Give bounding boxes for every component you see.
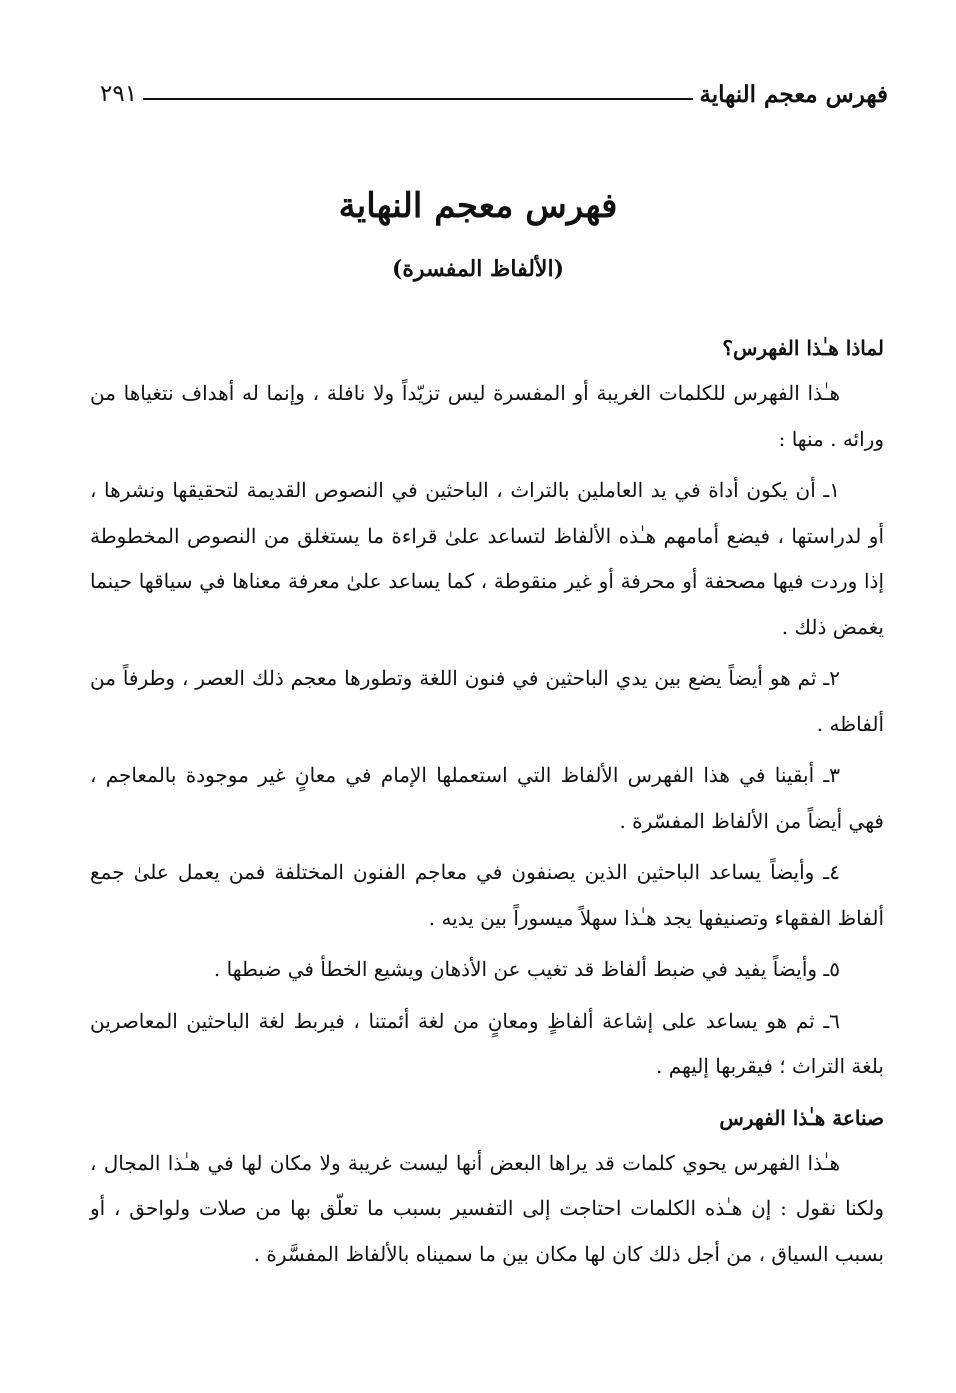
section-heading-making: صناعة هـٰذا الفهرس: [719, 1105, 884, 1130]
section-heading-why: لماذا هـٰذا الفهرس؟: [722, 336, 884, 360]
paragraph-point-3: ٣ـ أبقينا في هذا الفهرس الألفاظ التي استعملها الإمام في معانٍ غير موجودة بالمعاجم ، فهي أيضاً من الألفاظ المفسّرة .: [90, 763, 884, 833]
running-title: فهرس معجم النهاية: [699, 81, 888, 108]
paragraph-making: هـٰذا الفهرس يحوي كلمات قد يراها البعض أنها ليست غريبة ولا مكان لها في هـٰذا المجال ، ولكنا نقول : إن هـٰذه الكلمات احتاجت إلى التفسير بسبب ما تعلّق بها من صلات ولواحق ، أو بسبب السياق ، من أجل ذلك كان لها مكان بين ما سميناه بالألفاظ المفسَّرة .: [90, 1150, 884, 1266]
paragraph-point-5: ٥ـ وأيضاً يفيد في ضبط ألفاظ قد تغيب عن الأذهان ويشيع الخطأ في ضبطها .: [213, 957, 840, 981]
header-rule: [143, 98, 693, 100]
body-text: [90, 326, 884, 1283]
paragraph-intro: هـٰذا الفهرس للكلمات الغريبة أو المفسرة ليس تزيّداً ولا نافلة ، وإنما له أهداف نتغياها من ورائه . منها :: [90, 381, 884, 451]
running-head: [100, 66, 888, 106]
paragraph-point-4: ٤ـ وأيضاً يساعد الباحثين الذين يصنفون في معاجم الفنون المختلفة فمن يعمل علىٰ جمع ألفاظ الفقهاء وتصنيفها يجد هـٰذا سهلاً ميسوراً بين يديه .: [90, 860, 884, 930]
paragraph-point-6: ٦ـ ثم هو يساعد على إشاعة ألفاظٍ ومعانٍ من لغة أئمتنا ، فيربط لغة الباحثين المعاصرين بلغة التراث ؛ فيقربها إليهم .: [90, 1008, 884, 1078]
paragraph-point-2: ٢ـ ثم هو أيضاً يضع بين يدي الباحثين في فنون اللغة وتطورها معجم ذلك العصر ، وطرفاً من ألفاظه .: [90, 666, 884, 736]
page-subtitle: (الألفاظ المفسرة): [392, 256, 564, 282]
paragraph-point-1: ١ـ أن يكون أداة في يد العاملين بالتراث ، الباحثين في النصوص القديمة لتحقيقها ونشرها ، أو لدراستها ، فيضع أمامهم هـٰذه الألفاظ لتساعد علىٰ قراءة ما يستغلق من النصوص المخطوطة إذا وردت فيها مصحفة أو محرفة أو غير منقوطة ، كما يساعد علىٰ معرفة معناها في سياقها حينما يغمض ذلك .: [90, 478, 885, 639]
page-title: فهرس معجم النهاية: [338, 186, 618, 226]
page-number: ٢٩١: [100, 81, 138, 107]
